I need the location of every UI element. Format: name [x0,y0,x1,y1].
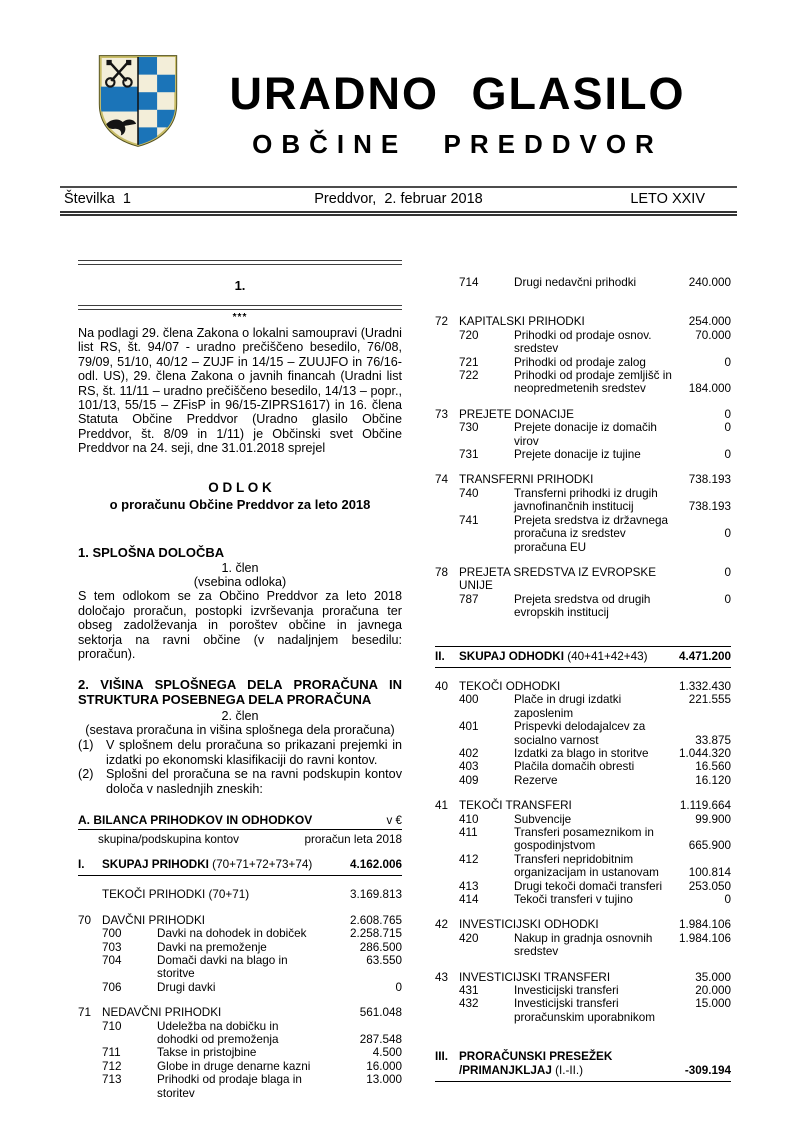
budget-row-410: 410 Subvencije 99.900 [459,812,731,826]
item-text: Splošni del proračuna se na ravni podskupin kontov določa v naslednjih zneskih: [106,767,402,796]
budget-row-40: 40 TEKOČI ODHODKI 1.332.430 [435,679,731,693]
budget-row-713: 713 Prihodki od prodaje blaga in 13.000 storitev [102,1073,402,1100]
budget-row-720: 720 Prihodki od prodaje osnov. 70.000 sredstev [459,328,731,356]
budget-row-730: 730 Prejete donacije iz domačih 0 virov [459,421,731,448]
budget-row-71: 71 NEDAVČNI PRIHODKI 561.048 [78,1006,402,1020]
budget-section [435,799,731,906]
section-1-heading: 1. SPLOŠNA DOLOČBA [78,544,225,560]
section-divider [78,305,402,310]
budget-row-431: 431 Investicijski transferi 20.000 [459,984,731,998]
budget-row-73: 73 PREJETE DONACIJE 0 [435,407,731,421]
budget-row-704: 704 Domači davki na blago in 63.550 storitve [102,953,402,981]
currency-note: v € [386,813,402,827]
clause-1-number: 1. člen [221,560,259,575]
budget-rows-right [435,276,731,1082]
budget-row-714: 714 Drugi nedavčni prihodki 240.000 [459,276,731,289]
budget-row-41: 41 TEKOČI TRANSFERI 1.119.664 [435,799,731,813]
masthead-top [0,0,794,160]
article-number: 1. [234,278,246,293]
right-column [435,264,731,1100]
item-text: V splošnem delu proračuna so prikazani prejemki in izdatki po ekonomski klasifikaciji do ravni kontov. [106,738,402,767]
left-column [78,216,402,1100]
budget-row-409: 409 Rezerve 16.120 [459,773,731,787]
budget-row-710: 710 Udeležba na dobičku in dohodki od premoženja 287.548 [102,1019,402,1046]
list-item [78,767,402,796]
clause-2-caption: (sestava proračuna in višina splošnega dela proračuna) [85,722,395,737]
item-marker: (2) [78,767,94,782]
budget-row-III: III. PRORAČUNSKI PRESEŽEK /PRIMANJKLJAJ (I.-II.) -309.194 [435,1050,731,1082]
budget-row-721: 721 Prihodki od prodaje zalog 0 [459,355,731,369]
masthead [0,0,794,216]
clause-1-caption: (vsebina odloka) [193,575,287,590]
coat-of-arms [95,52,181,150]
budget-row-42: 42 INVESTICIJSKI ODHODKI 1.984.106 [435,918,731,932]
budget-row-402: 402 Izdatki za blago in storitve 1.044.320 [459,746,731,760]
budget-section [435,276,731,289]
decree-title: O D L O K [208,479,272,495]
legal-preamble: Na podlagi 29. člena Zakona o lokalni samoupravi (Uradni list RS, št. 94/07 - uradno prečiščeno besedilo, 76/08, 79/09, 51/10, 40/12 – ZUJF in 14/15 – ZUUJFO in 76/16-odl. US), 29. člena Zakona o javnih financah (Uradni list RS, št. 11/11 – uradno prečiščeno besedilo, 14/13 – popr., 101/13, 55/15 – ZFisP in 96/15-ZIPRS1617) in 16. člena Statuta Občine Preddvor (Uradno glasilo Občine Preddvor, št. 8/09 in 1/11) je Občinski svet Občine Preddvor na 24. seji, dne 31.01.2018 sprejel [78,326,402,456]
budget-row-712: 712 Globe in druge denarne kazni 16.000 [102,1059,402,1073]
budget-section [435,315,731,395]
decree-subtitle: o proračunu Občine Preddvor za leto 2018 [109,496,371,512]
budget-row-II: II. SKUPAJ ODHODKI (40+41+42+43) 4.471.200 [435,646,731,668]
budget-row-78: 78 PREJETA SREDSTVA IZ EVROPSKE 0 UNIJE [435,565,731,593]
budget-section [435,408,731,462]
budget-row-414: 414 Tekoči transferi v tujino 0 [459,893,731,907]
budget-row-711: 711 Takse in pristojbine 4.500 [102,1046,402,1060]
budget-rows-left [78,858,402,1100]
budget-row-70: 70 DAVČNI PRIHODKI 2.608.765 [78,913,402,927]
budget-section [78,858,402,876]
budget-row-401: 401 Prispevki delodajalcev za socialno varnost 33.875 [459,720,731,747]
budget-section [435,473,731,553]
budget-row-731: 731 Prejete donacije iz tujine 0 [459,448,731,462]
budget-row-412: 412 Transferi nepridobitnim organizacijam in ustanovam 100.814 [459,852,731,880]
section-divider [78,260,402,265]
budget-section [78,914,402,994]
budget-section [435,918,731,958]
budget-row-74: 74 TRANSFERNI PRIHODKI 738.193 [435,473,731,487]
publication-date: Preddvor, 2. februar 2018 [314,191,483,207]
budget-section [435,566,731,620]
gazette-subtitle: OBČINE PREDDVOR [252,129,663,159]
content-columns [0,216,794,1100]
budget-row-740: 740 Transferni prihodki iz drugih javnofinančnih institucij 738.193 [459,486,731,514]
budget-row-432: 432 Investicijski transferi 15.000 proračunskim uporabnikom [459,997,731,1024]
issue-number: Številka 1 [64,191,131,207]
budget-table-title: A. BILANCA PRIHODKOV IN ODHODKOV [78,812,313,827]
budget-table-title-row [78,813,402,830]
budget-section [435,646,731,668]
budget-section [435,1050,731,1082]
budget-section [78,1006,402,1100]
budget-row-43: 43 INVESTICIJSKI TRANSFERI 35.000 [435,970,731,984]
clause-2-items [78,738,402,796]
budget-row-420: 420 Nakup in gradnja osnovnih 1.984.106 sredstev [459,931,731,959]
budget-table-column-headers [78,830,402,846]
clause-2-number: 2. člen [221,708,259,723]
budget-row-700: 700 Davki na dohodek in dobiček 2.258.715 [102,927,402,941]
budget-row-403: 403 Plačila domačih obresti 16.560 [459,760,731,774]
budget-section [78,888,402,901]
budget-row-706: 706 Drugi davki 0 [102,980,402,994]
budget-section [435,680,731,787]
column-header-amount: proračun leta 2018 [304,832,402,846]
budget-row-722: 722 Prihodki od prodaje zemljišč in neopredmetenih sredstev 184.000 [459,369,731,396]
budget-row-72: 72 KAPITALSKI PRIHODKI 254.000 [435,315,731,329]
budget-row-741: 741 Prejeta sredstva iz državnega proračuna iz sredstev 0 proračuna EU [459,513,731,554]
gazette-title: URADNO GLASILO [229,68,686,119]
clause-1-text: S tem odlokom se za Občino Preddvor za leto 2018 določajo proračun, postopki izvrševanja proračuna ter obseg zadolževanja in poroštev občine in javnega sektorja na ravni občine (v nadaljnjem besedilu: proračun). [78,589,402,662]
masthead-info-bar [60,186,737,216]
budget-section [435,971,731,1025]
masthead-titles [181,52,734,160]
list-item [78,738,402,767]
budget-row-400: 400 Plače in drugi izdatki 221.555 zaposlenim [459,693,731,720]
budget-row-411: 411 Transferi posameznikom in gospodinjstvom 665.900 [459,826,731,853]
column-header-accounts: skupina/podskupina kontov [98,832,239,846]
budget-row-label: TEKOČI PRIHODKI (70+71) 3.169.813 [102,888,402,902]
budget-table-left [78,813,402,1100]
budget-row-703: 703 Davki na premoženje 286.500 [102,940,402,954]
section-2-heading: 2. VIŠINA SPLOŠNEGA DELA PRORAČUNA IN STRUKTURA POSEBNEGA DELA PRORAČUNA [78,676,402,707]
budget-row-413: 413 Drugi tekoči domači transferi 253.050 [459,879,731,893]
star-separator: *** [232,312,248,323]
item-marker: (1) [78,738,94,753]
budget-row-I: I. SKUPAJ PRIHODKI (70+71+72+73+74) 4.162.006 [78,858,402,876]
budget-row-787: 787 Prejeta sredstva od drugih 0 evropskih institucij [459,592,731,620]
volume-label: LETO XXIV [630,191,705,207]
